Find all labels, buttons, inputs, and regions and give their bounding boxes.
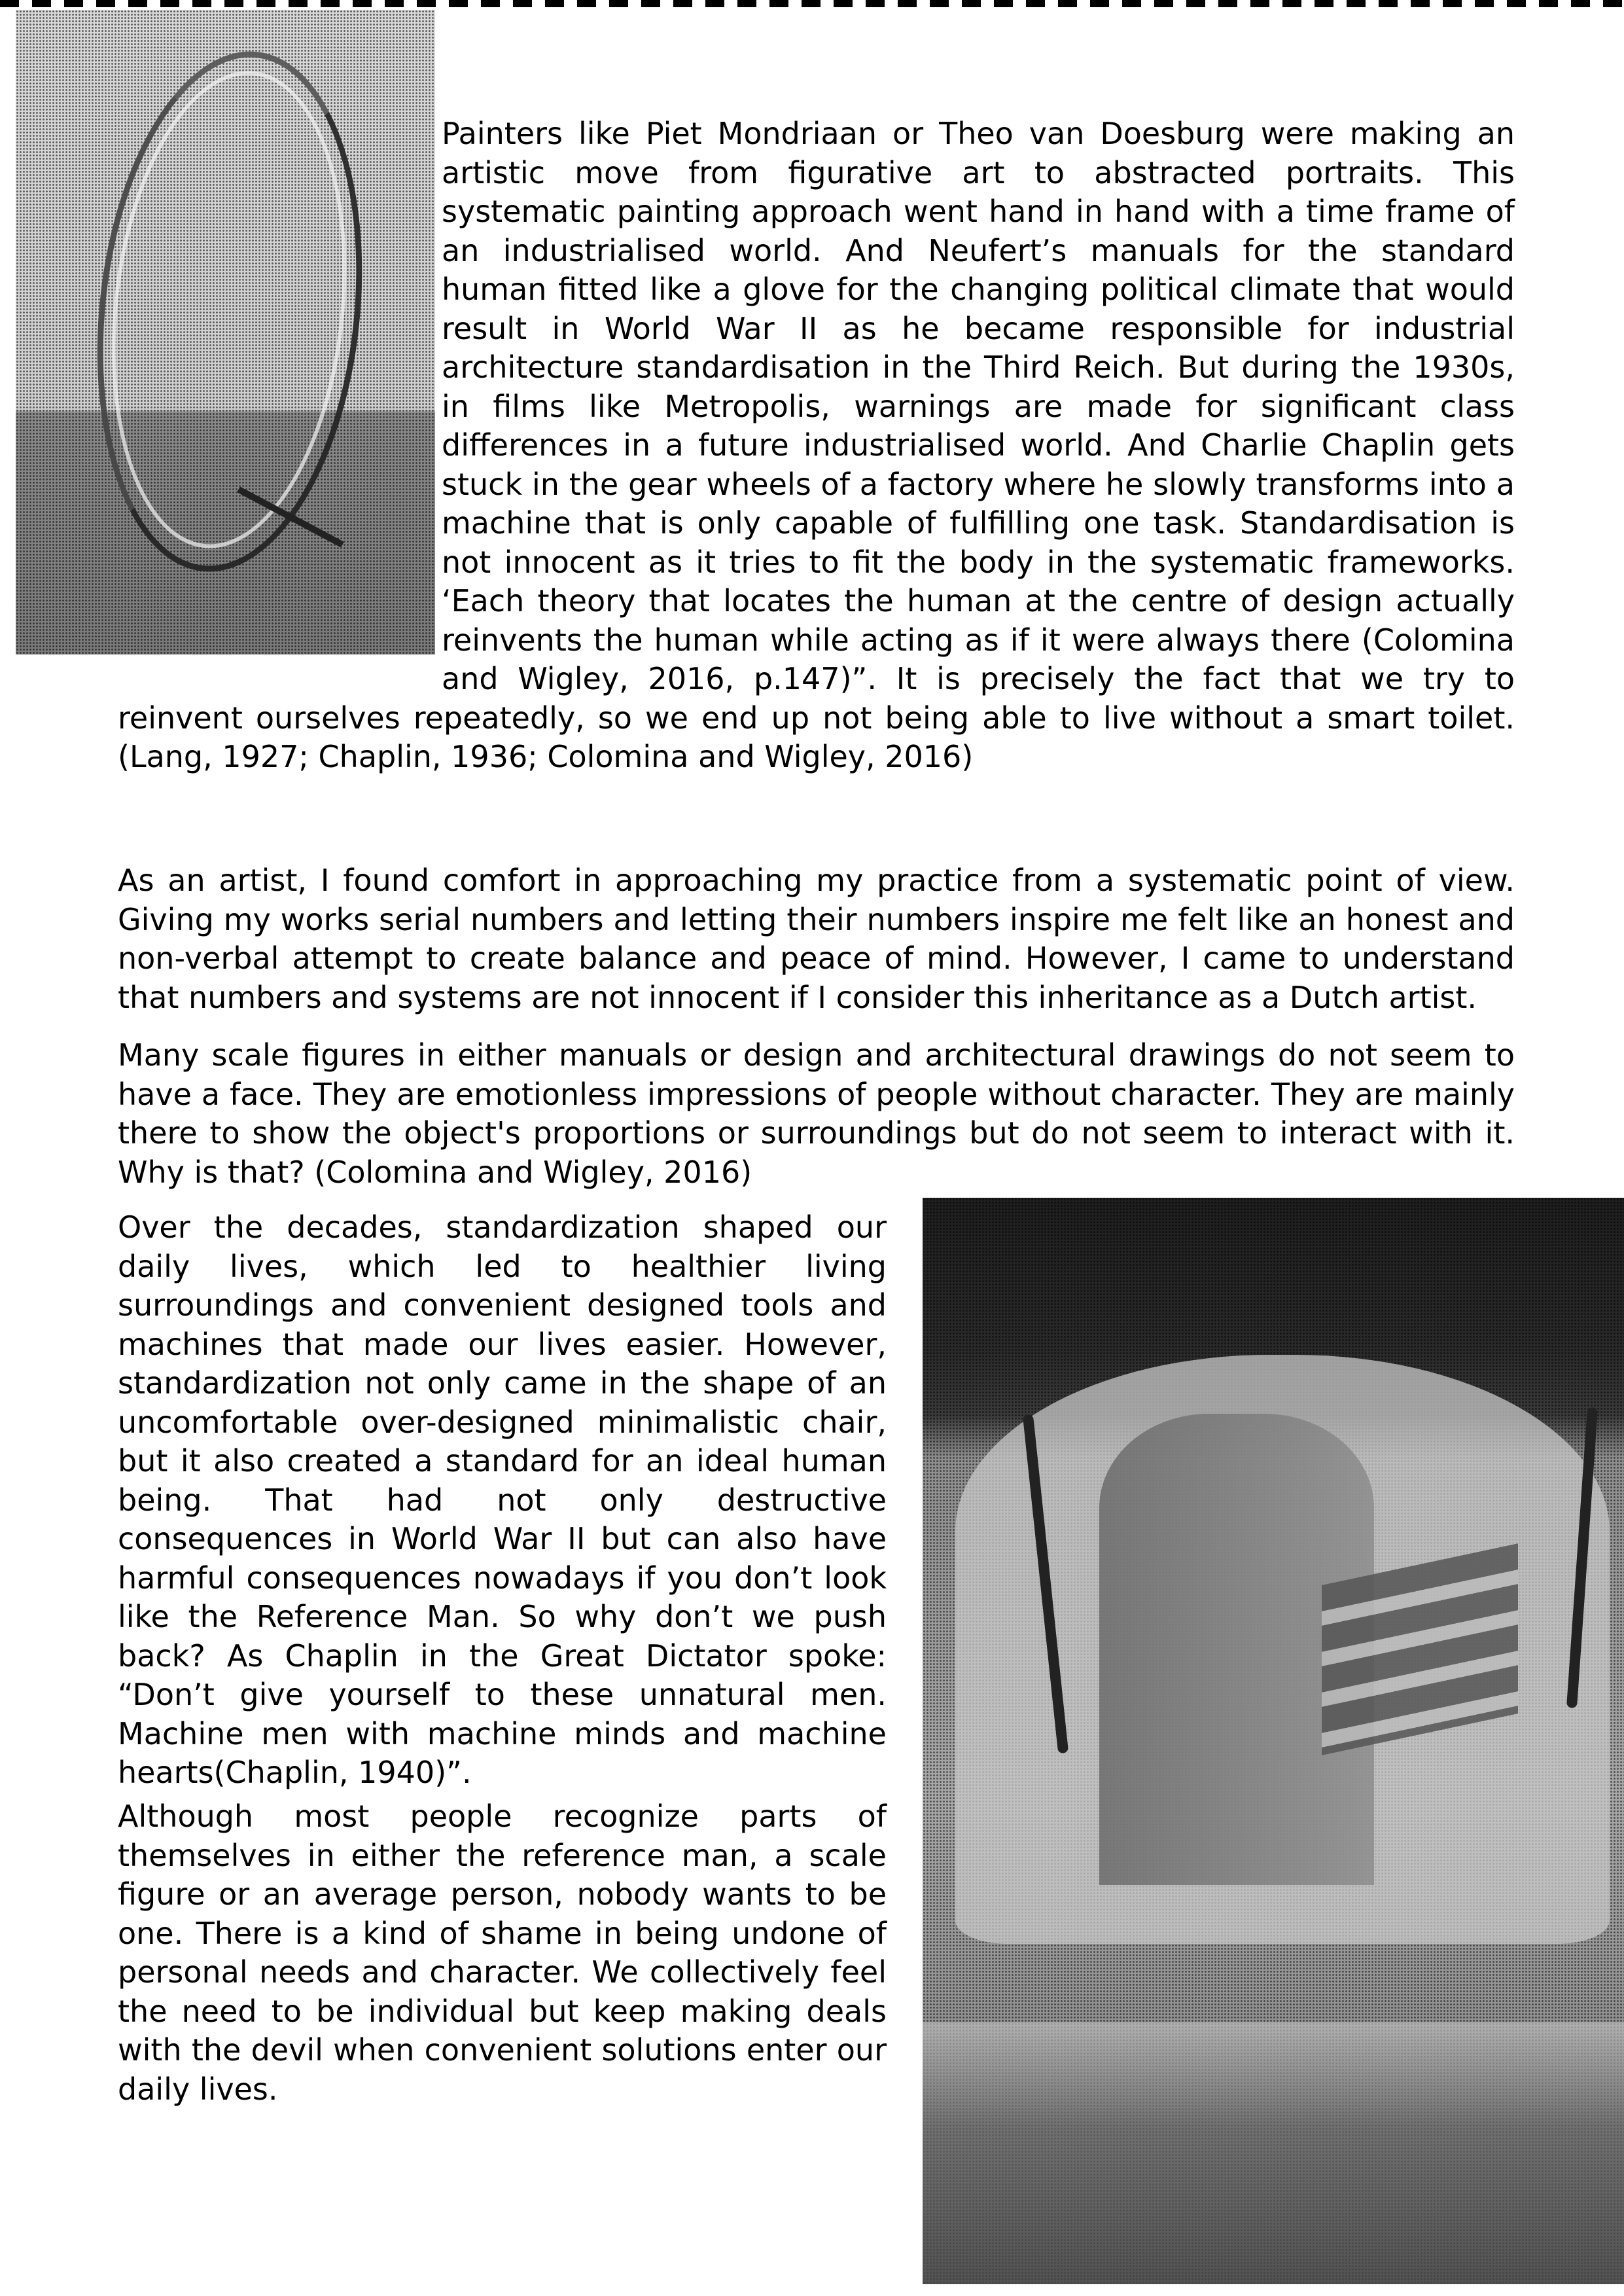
paragraph-modernism — [118, 115, 1515, 777]
paragraph-text: Many scale figures in either manuals or design and architectural drawings do not seem to have a face. They are emotionless impressions of people without character. They are mainly there to show the object's proportions or surroundings but do not seem to interact with it. Why is that? (Colomina and Wigley, 2016) — [118, 1037, 1515, 1190]
paragraph-reference-man — [118, 1797, 887, 2109]
figure-wrap-space — [118, 115, 442, 674]
paragraph-standardization — [118, 1208, 887, 1793]
dashed-top-border — [0, 0, 1624, 7]
paragraph-text: Although most people recognize parts of themselves in either the reference man, a scale figure or an average person, nobody wants to be one. There is a kind of shame in being undone of personal needs and character. We collectively feel the need to be individual but keep making deals with the devil when convenient solutions enter our daily lives. — [118, 1799, 887, 2107]
paragraph-text: As an artist, I found comfort in approaching my practice from a systematic point of view. Giving my works serial numbers and letting their numbers inspire me felt like an honest and non-verbal attempt to create balance and peace of mind. However, I came to understand that numbers and systems are not innocent if I consider this inheritance as a Dutch artist. — [118, 863, 1515, 1015]
paragraph-text: Painters like Piet Mondriaan or Theo van Doesburg were making an artistic move from figurative art to abstracted portraits. This systematic painting approach went hand in hand with a time frame of an industrialised world. And Neufert’s manuals for the standard human fitted like a glove for the changing political climate that would result in World War II as he became responsible for industrial architecture standardisation in the Third Reich. But during the 1930s, in films like Metropolis, warnings are made for significant class differences in a future industrialised world. And Charlie Chaplin gets stuck in the gear wheels of a factory where he slowly transforms into a machine that is only capable of fulfilling one task. Standardisation is not innocent as it tries to fit the body in the systematic frameworks. ‘Each theory that locates the human at the centre of design actually reinvents the human while acting as if it were always there (Colomina and Wigley, 2016, p.147)”. It is precisely the fact that we try to reinvent ourselves repeatedly, so we end up not being able to live without a smart toilet. (Lang, 1927; Chaplin, 1936; Colomina and Wigley, 2016) — [118, 116, 1515, 774]
paragraph-scale-figures — [118, 1036, 1515, 1192]
paragraph-artist-practice — [118, 861, 1515, 1017]
figure-architectural-model — [923, 1198, 1624, 2284]
model-floor — [923, 2022, 1624, 2284]
paragraph-text: Over the decades, standardization shaped our daily lives, which led to healthier living surroundings and convenient designed tools and machines that made our lives easier. However, standardization not only came in the shape of an uncomfortable over-designed minimalistic chair, but it also created a standard for an ideal human being. That had not only destructive consequences in World War II but can also have harmful consequences nowadays if you don’t look like the Reference Man. So why don’t we push back? As Chaplin in the Great Dictator spoke: “Don’t give yourself to these unnatural men. Machine men with machine minds and machine hearts(Chaplin, 1940)”. — [118, 1210, 887, 1790]
